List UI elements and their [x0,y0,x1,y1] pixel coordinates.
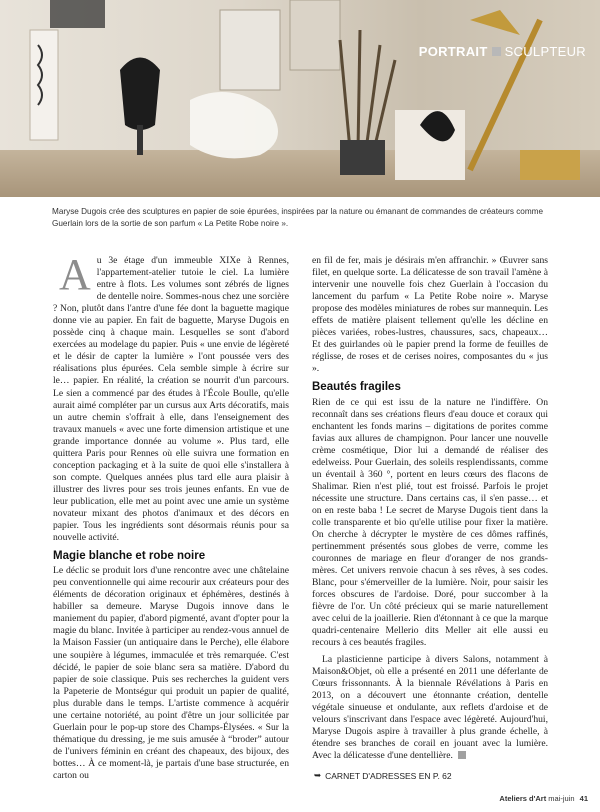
page-footer [499,794,588,803]
paragraph-magie: Le déclic se produit lors d'une rencontre avec une châtelaine peu conventionnelle qui aime recourir aux créateurs pour des éléments de décoration originaux et éphémères, destinés à habiller sa demeure. Maryse Dugois innove dans le maniement du papier, d'abord pigmenté, avant d'opter pour la magie du blanc. Invitée à participer au rendez-vous annuel de la Maison Fassier (un antiquaire dans le Perche), elle élabore une soupière à légumes, immaculée et très remarquée. C'est décidé, le papier de soie blanc sera sa matière. D'abord du papier de soie classique. Puis ses recherches la guident vers la Papeterie de Montségur qui produit un papier de qualité, plus durable dans le temps. L'artiste commence à acquérir une certaine notoriété, au point d'être un jour sollicitée par Guerlain pour le pop-up store des Champs-Élysées. « Sur la thématique du dressing, je me suis amusée à “broder” autour de l'univers féminin en créant des chapeaux, des bijoux, des bottes… À ce moment-là, je partais d'une base structurée, en carton ou [53,565,290,781]
drop-cap: A [59,250,91,299]
paragraph-salons: La plasticienne participe à divers Salons, notamment à Maison&Objet, où elle a présenté en 2011 une déferlante de Cœurs frissonnants. À la biennale Révélations à Paris en 2013, on a découvert une étonnante création, dentelle végétale sinueuse et ondulante, aux reflets d'ardoise et de velours s'inscrivant dans l'espace avec légèreté. Aujourd'hui, Maryse Dugois aspire à travailler à plus grande échelle, à étendre ses branches de corail en jouant avec la lumière. Avec la délicatesse d'une dentellière. [312,653,548,761]
studio-scene-illustration [0,0,600,197]
rubric-portrait: PORTRAIT [418,44,488,59]
article-column-2 [312,255,548,766]
arrow-right-icon: ➥ [314,770,322,780]
article-column-1 [53,250,290,786]
magazine-name: Ateliers d'Art [499,794,547,803]
section-heading-beautes: Beautés fragiles [312,381,401,394]
header-photo [0,0,600,197]
section-rubric [419,44,586,59]
paragraph-continuation: en fil de fer, mais je désirais m'en affranchir. » Œuvrer sans filet, en quelque sorte. La délicatesse de son travail l'amène à intervenir une nouvelle fois chez Guerlain à l'occasion du lancement du parfum « La Petite Robe noire ». Maryse propose des modèles miniatures de robes sur mannequin. Les effets de matière plaisent tellement qu'elle les décline en pièces variées, robes-lustres, chaussures, sacs, chapeaux… Et des guirlandes où le papier prend la forme de feuilles de réglisse, de roses et de cerises noires, composantes du « jus ». [312,255,548,375]
paragraph-beautes: Rien de ce qui est issu de la nature ne l'indiffère. On reconnaît dans ses créations fleurs d'eau douce et coraux qui enchantent les fonds marins – digitations de porites comme favias aux allures de champignon. Pour lancer une nouvelle crème cosmétique, Dior lui a demandé de réaliser des edelweiss. Pour Guerlain, des soleils resplendissants, comme un éventail à 360 °, portent en leurs cœurs des flacons de Shalimar. Rien n'est plié, tout est froissé. Parfois le projet nécessite une structure. Dans certains cas, il s'en passe… et on en reste baba ! Le secret de Maryse Dugois tient dans la colle transparente et bio qu'elle utilise pour fixer la matière. On cherche à décrypter le mystère de ces dômes raffinés, pertinemment présentés sous globes de verre, comme les couronnes de mariage en fleur d'oranger de nos grands-mères. Cet univers renvoie chacun à ses rêves, à ses codes. Blanc, pour s'émerveiller de la lumière. Noir, pour saisir les forces obscures de l'ardoise. Doré, pour succomber à la fièvre de l'or. Un côté précieux qui se marie naturellement avec celui de la joaillerie. Rien d'étonnant à ce que la marque quadri-centenaire Mellerio dits Meller ait elle aussi eu recours à ces beautés fragiles. [312,396,548,649]
rubric-separator-square [492,47,501,56]
page-number: 41 [579,794,588,803]
address-reference-text: CARNET D'ADRESSES EN P. 62 [325,770,452,781]
end-mark-square [458,751,466,759]
photo-caption: Maryse Dugois crée des sculptures en papier de soie épurées, inspirées par la nature ou émanant de commandes de créateurs comme Guerlain lors de la sortie de son parfum « La Petite Robe noire ». [52,207,544,228]
section-heading-magie: Magie blanche et robe noire [53,550,206,563]
intro-paragraph: u 3e étage d'un immeuble XIXe à Rennes, l'appartement-atelier tutoie le ciel. La lumière entre à flots. Les volumes sont zébrés de lignes de dentelle noire. Sommes-nous chez une sorcière ? Non, plutôt dans l'antre d'une fée dont la baguette magique donne vie au papier. En fait de baguette, Maryse Dugois en possède cinq à chaque main. Lesquelles se sont d'abord exercées au modelage du papier. Puis « une envie de légèreté et le désir de capter la lumière » l'ont poussée vers des réalisations plus épurées. Cela semble simple à écrire sur le… papier. En réalité, la création se nourrit d'un parcours. Le sien a commencé par des études à l'École Boulle, qu'elle aurait aimé compléter par un cursus aux Arts décoratifs, mais un autre chemin s'offrait à elle, dans l'enseignement des travaux manuels « avec une forte dimension artistique et une grande importance donnée au volume ». Plus tard, elle quittera Paris pour Rennes où elle suivra une formation en conception packaging et à la suite de quoi elle s'installera à son compte. Quelques années plus tard elle aura plaisir à illustrer des livres pour ses trois jeunes enfants. En vue de leur publication, elle met au point avec une amie un système novateur mixant des photos d'animaux et des décors en papier. Tous les ingrédients sont désormais réunis pour sa nouvelle activité. [53,255,289,544]
rubric-sculpteur: SCULPTEUR [504,44,586,59]
address-reference [314,770,452,781]
issue-label: mai-juin [548,794,575,803]
